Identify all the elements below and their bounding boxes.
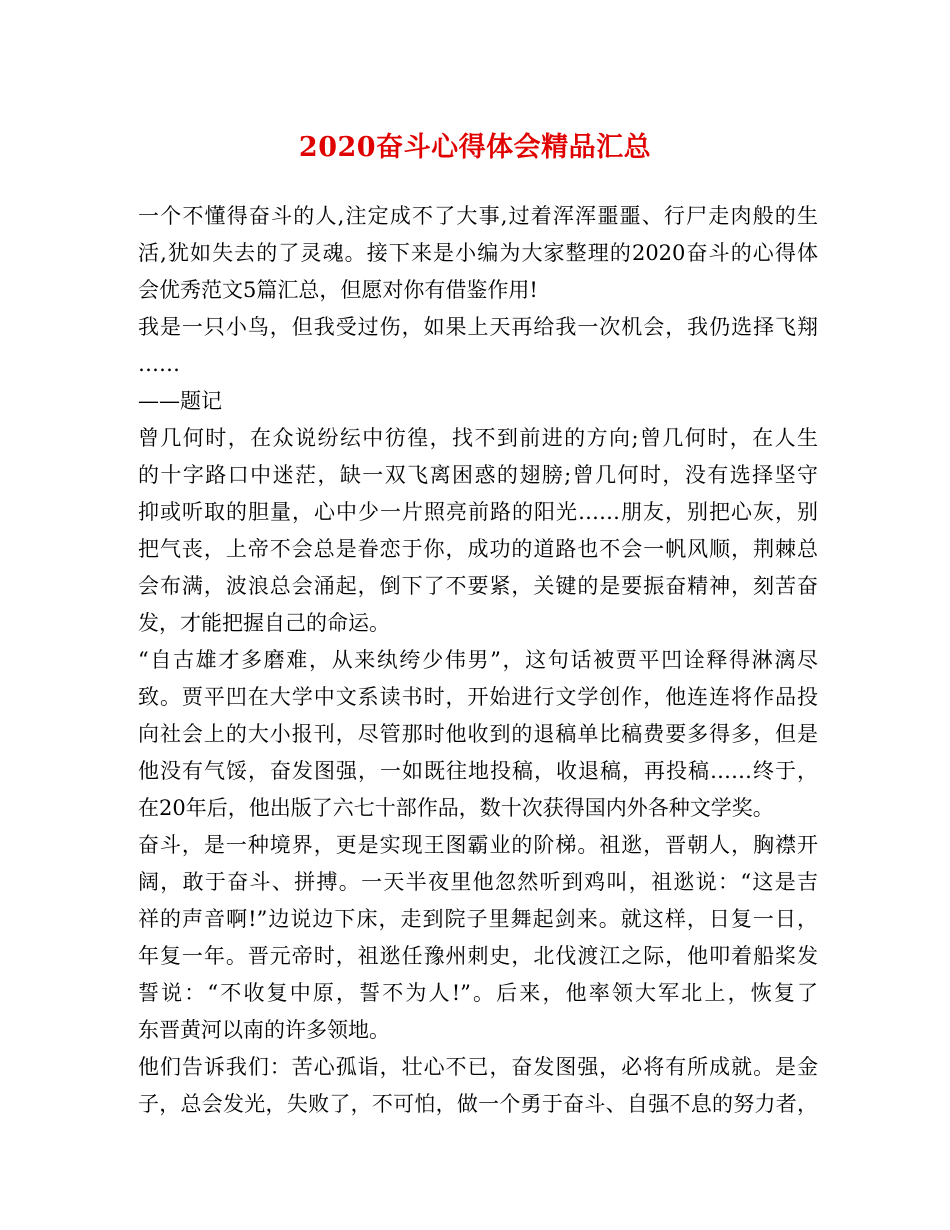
text-line: ——题记 bbox=[138, 389, 222, 413]
text-line: 曾几何时，在众说纷纭中彷徨，找不到前进的方向;曾几何时，在人生 bbox=[138, 426, 818, 450]
text-line: 他们告诉我们：苦心孤诣，壮心不已，奋发图强，必将有所成就。是金 bbox=[138, 1055, 818, 1079]
text-line: 在20年后，他出版了六七十部作品，数十次获得国内外各种文学奖。 bbox=[138, 796, 774, 820]
text-line: 年复一年。晋元帝时，祖逖任豫州刺史，北伐渡江之际，他叩着船桨发 bbox=[138, 944, 818, 968]
text-line: 我是一只小鸟，但我受过伤，如果上天再给我一次机会，我仍选择飞翔 bbox=[138, 315, 818, 339]
text-line: 发，才能把握自己的命运。 bbox=[138, 611, 390, 635]
document-body bbox=[138, 198, 818, 1123]
text-line: 誓说：“不收复中原，誓不为人!”。后来，他率领大军北上，恢复了 bbox=[138, 981, 818, 1005]
text-line: 把气丧，上帝不会总是眷恋于你，成功的道路也不会一帆风顺，荆棘总 bbox=[138, 537, 818, 561]
text-line: 向社会上的大小报刊，尽管那时他收到的退稿单比稿费要多得多，但是 bbox=[138, 722, 818, 746]
text-line: …… bbox=[138, 352, 180, 376]
text-line: “自古雄才多磨难，从来纨绔少伟男”，这句话被贾平凹诠释得淋漓尽 bbox=[138, 648, 818, 672]
text-line: 子，总会发光，失败了，不可怕，做一个勇于奋斗、自强不息的努力者， bbox=[138, 1092, 818, 1116]
text-line: 抑或听取的胆量，心中少一片照亮前路的阳光……朋友，别把心灰，别 bbox=[138, 500, 818, 524]
text-line: 阔，敢于奋斗、拼搏。一天半夜里他忽然听到鸡叫，祖逖说：“这是吉 bbox=[138, 870, 818, 894]
text-line: 他没有气馁，奋发图强，一如既往地投稿，收退稿，再投稿……终于， bbox=[138, 759, 818, 783]
text-line: 一个不懂得奋斗的人,注定成不了大事,过着浑浑噩噩、行尸走肉般的生 bbox=[138, 204, 818, 228]
document-title: 2020奋斗心得体会精品汇总 bbox=[298, 132, 652, 163]
text-line: 会优秀范文5篇汇总，但愿对你有借鉴作用! bbox=[138, 278, 538, 302]
text-line: 东晋黄河以南的许多领地。 bbox=[138, 1018, 390, 1042]
text-line: 的十字路口中迷茫，缺一双飞离困惑的翅膀;曾几何时，没有选择坚守 bbox=[138, 463, 818, 487]
text-line: 奋斗，是一种境界，更是实现王图霸业的阶梯。祖逖，晋朝人，胸襟开 bbox=[138, 833, 818, 857]
text-line: 会布满，波浪总会涌起，倒下了不要紧，关键的是要振奋精神，刻苦奋 bbox=[138, 574, 818, 598]
text-line: 活,犹如失去的了灵魂。接下来是小编为大家整理的2020奋斗的心得体 bbox=[138, 241, 818, 265]
text-line: 祥的声音啊!”边说边下床，走到院子里舞起剑来。就这样，日复一日， bbox=[138, 907, 818, 931]
text-line: 致。贾平凹在大学中文系读书时，开始进行文学创作，他连连将作品投 bbox=[138, 685, 818, 709]
